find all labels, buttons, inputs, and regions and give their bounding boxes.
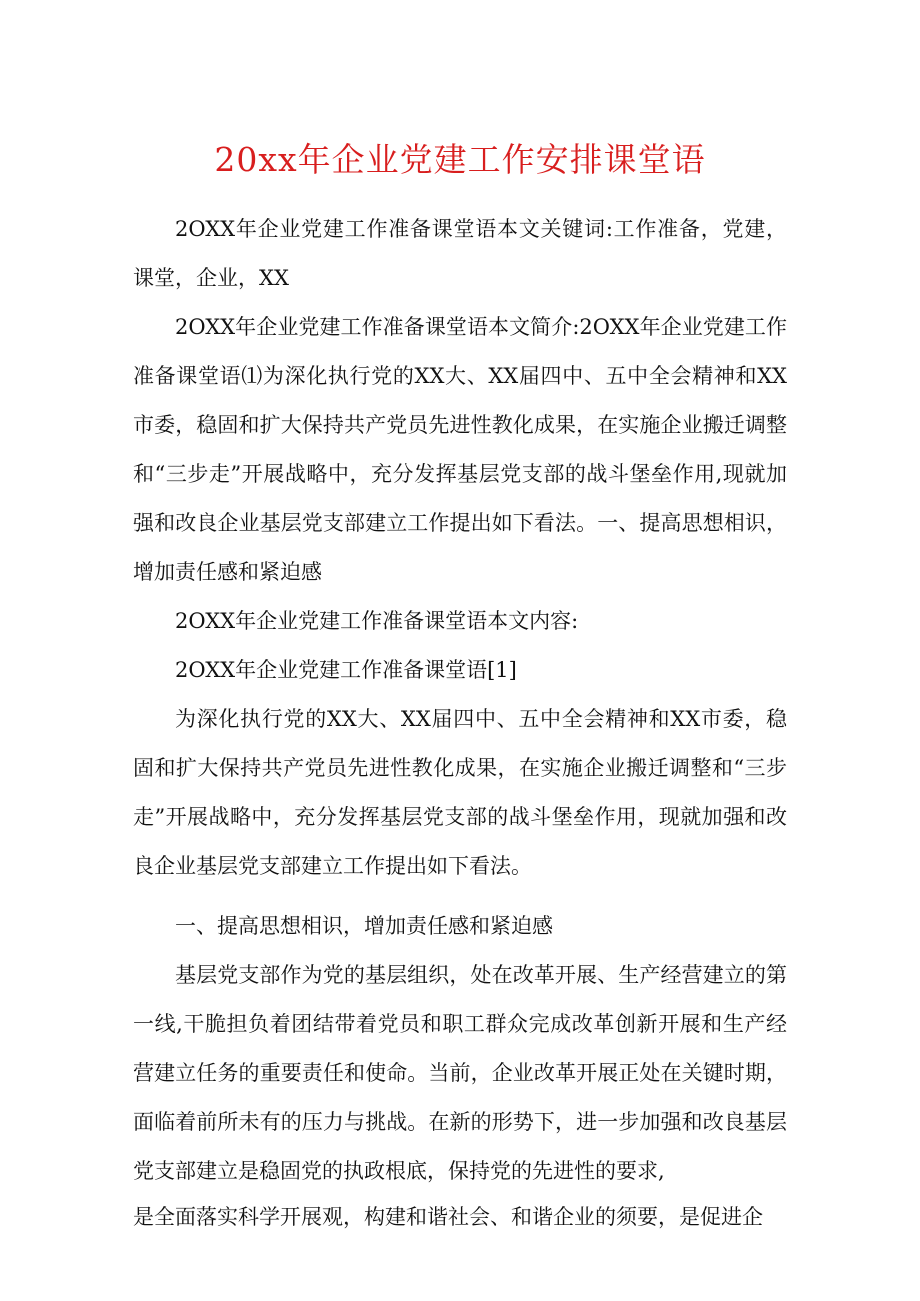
trailing-line: 是全面落实科学开展观，构建和谐社会、和谐企业的须要，是促进企 [133,1205,763,1229]
summary-paragraph: 2OXX年企业党建工作准备课堂语本文简介:2OXX年企业党建工作准备课堂语⑴为深化执行党的XX大、XX届四中、五中全会精神和XX市委，稳固和扩大保持共产党员先进性教化成果，在实施企业搬迁调整和“三步走”开展战略中，充分发挥基层党支部的战斗堡垒作用,现就加强和改良企业基层党支部建立工作提出如下看法。一、提高思想相识，增加责任感和紧迫感 [133,315,787,584]
content-heading: 2OXX年企业党建工作准备课堂语本文内容: [175,609,579,633]
keywords-paragraph: 2OXX年企业党建工作准备课堂语本文关键词:工作准备，党建，课堂，企业，XX [133,217,787,290]
point-one-heading: 一、提高思想相识，增加责任感和紧迫感 [175,914,553,938]
intro-paragraph: 为深化执行党的XX大、XX届四中、五中全会精神和XX市委，稳固和扩大保持共产党员先进性教化成果，在实施企业搬迁调整和“三步走”开展战略中，充分发挥基层党支部的战斗堡垒作用，现就加强和改良企业基层党支部建立工作提出如下看法。 [133,707,787,878]
document-title: 20xx年企业党建工作安排课堂语 [214,140,706,179]
point-one-paragraph: 基层党支部作为党的基层组织，处在改革开展、生产经营建立的第一线,干脆担负着团结带着党员和职工群众完成改革创新开展和生产经营建立任务的重要责任和使命。当前，企业改革开展正处在关键时期，面临着前所未有的压力与挑战。在新的形势下，进一步加强和改良基层党支部建立是稳固党的执政根底，保持党的先进性的要求, [133,963,787,1183]
section-heading: 2OXX年企业党建工作准备课堂语[1] [175,658,517,682]
document-body [133,205,787,1238]
